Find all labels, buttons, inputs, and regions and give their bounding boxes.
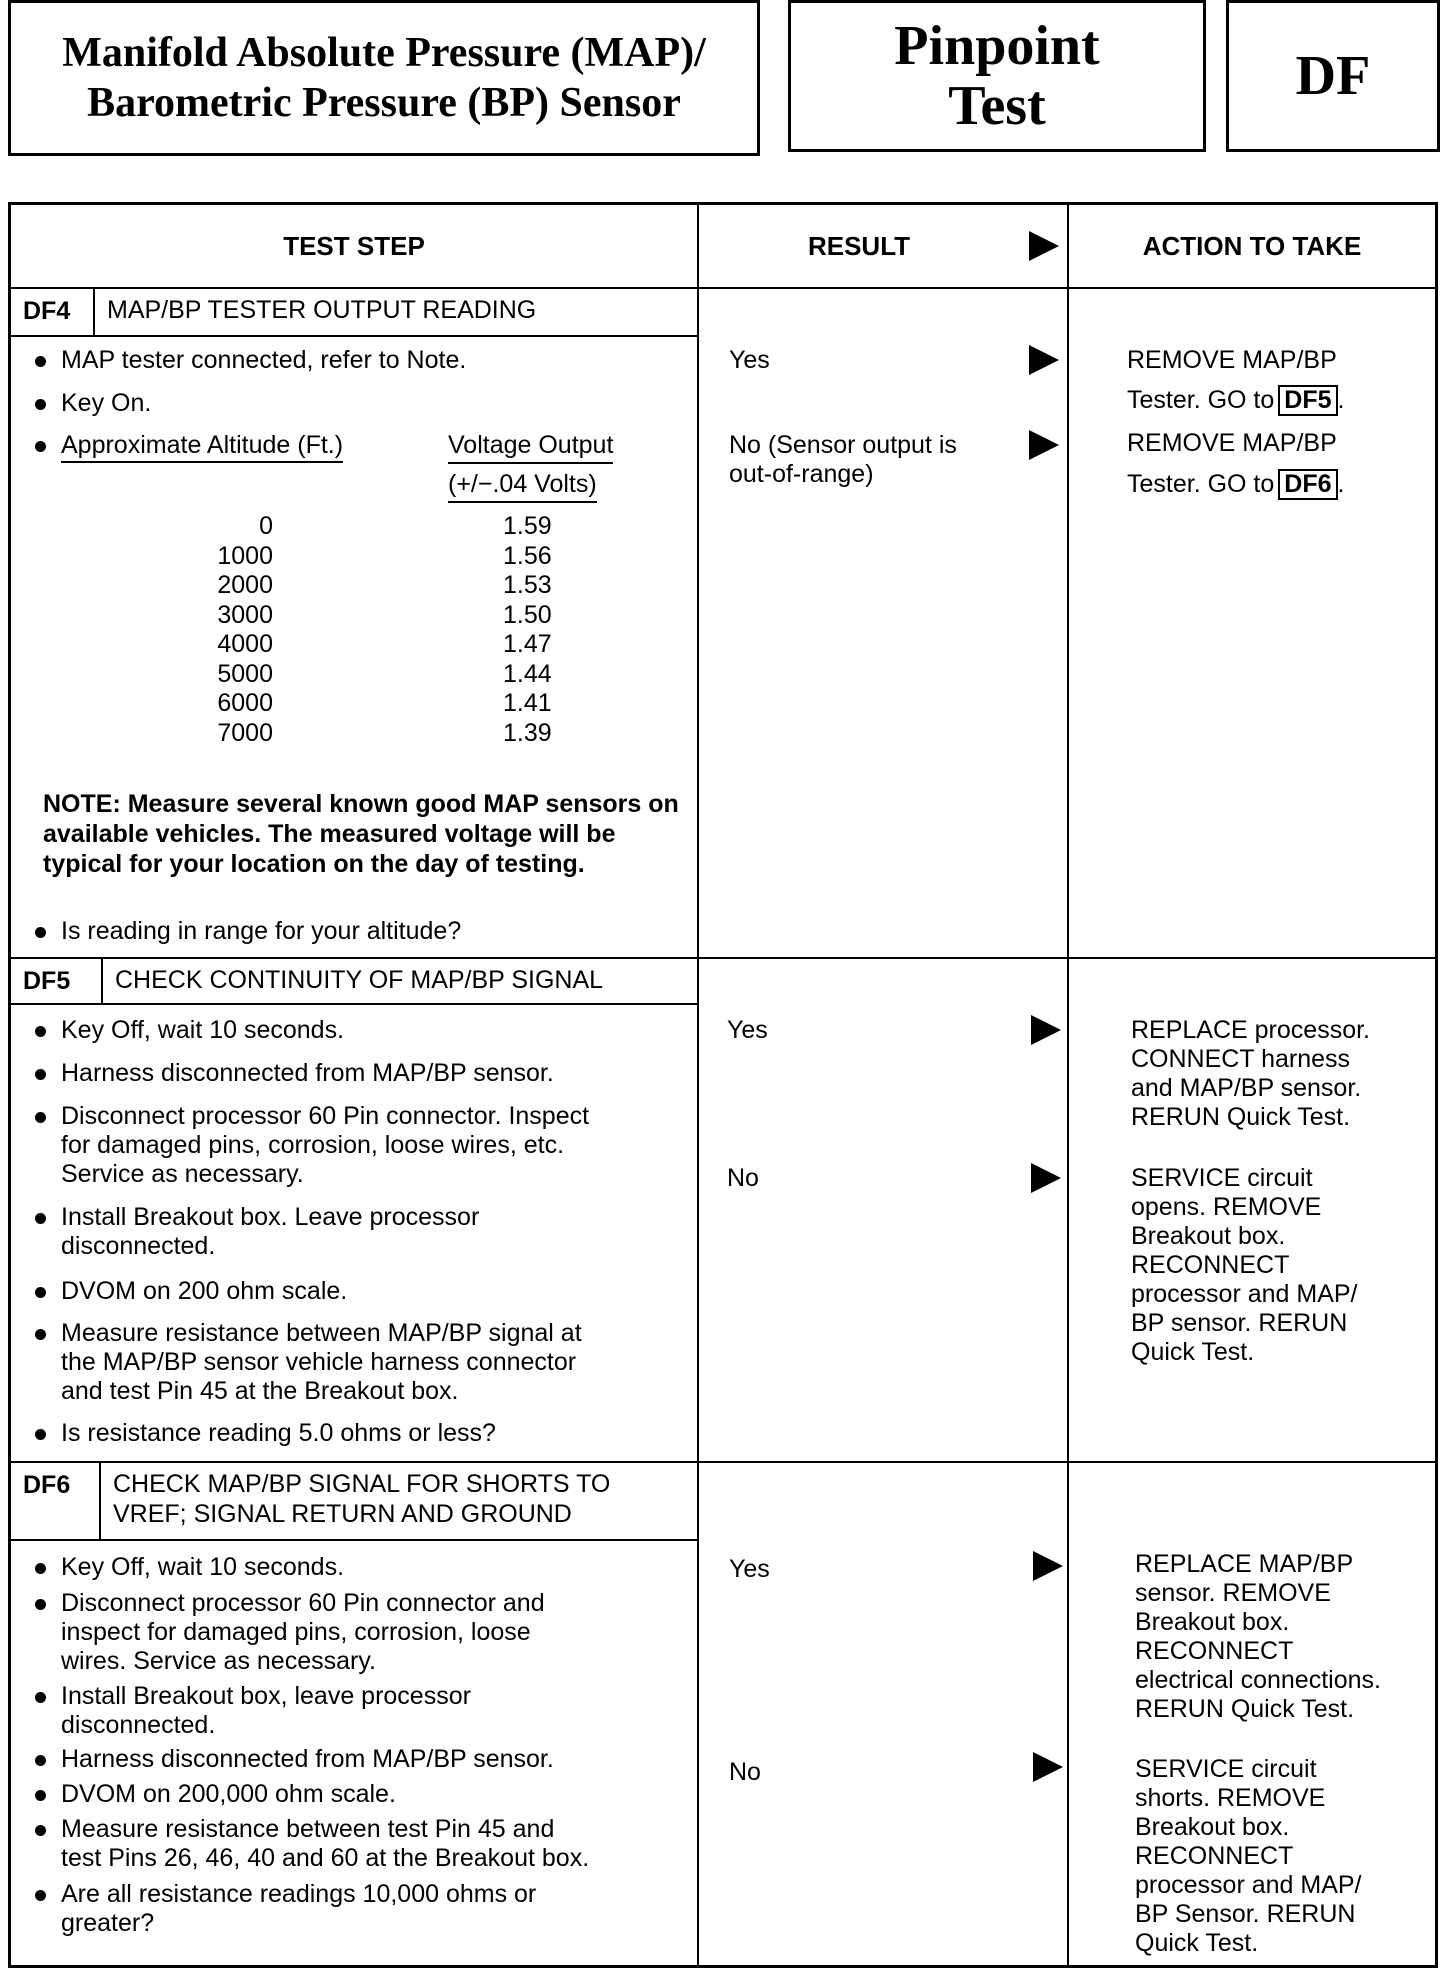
step-id: DF4 [11,289,95,335]
bullet-line: Service as necessary. [61,1160,304,1188]
result-no-line1: No (Sensor output is [729,431,957,459]
step-header-df6 [11,1463,699,1541]
step-question [33,1880,536,1938]
voltage-value: 1.50 [503,600,552,629]
column-header-action: ACTION TO TAKE [1142,230,1362,261]
result-no: No [727,1164,759,1192]
column-divider [1067,205,1069,1965]
voltage-value: 1.56 [503,541,552,570]
action-no [1135,1755,1362,1958]
bullet-line: Measure resistance between MAP/BP signal at [61,1319,582,1347]
bullet-line: wires. Service as necessary. [61,1647,376,1675]
arrow-right-icon [1031,1015,1061,1045]
action-text: Tester. GO to [1127,386,1275,414]
test-id-box [1226,0,1440,152]
voltage-tolerance: (+/−.04 Volts) [448,470,597,503]
step-bullet: Key Off, wait 10 seconds. [33,1553,344,1582]
action-line: shorts. REMOVE [1135,1784,1326,1812]
voltage-value: 1.59 [503,512,552,540]
altitude-value: 1000 [217,541,273,570]
bullet-line: the MAP/BP sensor vehicle harness connector [61,1348,577,1376]
bullet-line: inspect for damaged pins, corrosion, loose [61,1618,531,1646]
altitude-value: 2000 [217,571,273,599]
result-yes: Yes [727,1016,768,1044]
step-bullet [33,1319,582,1406]
column-divider [697,205,699,1965]
voltage-value: 1.53 [503,571,552,599]
test-label: Test [948,75,1046,137]
altitude-value: 0 [259,512,273,540]
altitude-value: 5000 [217,659,273,688]
step-bullet: Harness disconnected from MAP/BP sensor. [33,1745,554,1774]
sensor-title-line1: Manifold Absolute Pressure (MAP)/ [62,30,706,76]
action-line: Breakout box. [1135,1608,1290,1636]
altitude-value: 6000 [217,689,273,717]
action-line: REPLACE processor. [1131,1016,1370,1044]
action-line: and MAP/BP sensor. [1131,1074,1362,1102]
voltage-value: 1.39 [503,718,552,747]
action-line: SERVICE circuit [1135,1755,1317,1783]
action-text: Tester. GO to [1127,470,1275,498]
bullet-line: greater? [61,1909,155,1937]
action-line: CONNECT harness [1131,1045,1351,1073]
action-line: REPLACE MAP/BP [1135,1550,1354,1578]
action-goto-line [1127,385,1344,416]
arrow-right-icon [1033,1752,1063,1782]
step-header-df5 [11,959,699,1005]
bullet-line: disconnected. [61,1232,216,1260]
step-title: MAP/BP TESTER OUTPUT READING [107,296,537,324]
step-bullet: Harness disconnected from MAP/BP sensor. [33,1059,554,1088]
step-header-df4 [11,289,699,337]
action-yes [1135,1550,1381,1724]
arrow-right-icon [1033,1551,1063,1581]
step-bullet: DVOM on 200,000 ohm scale. [33,1780,396,1809]
action-line: Breakout box. [1131,1222,1286,1250]
action-line: BP Sensor. RERUN [1135,1900,1356,1928]
action-line: RECONNECT [1135,1637,1294,1665]
action-line: Quick Test. [1131,1338,1255,1366]
action-line: RERUN Quick Test. [1131,1103,1351,1131]
pinpoint-test-box [788,0,1206,152]
action-line: REMOVE MAP/BP [1127,346,1337,374]
sensor-title-line2: Barometric Pressure (BP) Sensor [87,80,681,126]
bullet-line: for damaged pins, corrosion, loose wires, etc. [61,1131,565,1159]
action-line: Breakout box. [1135,1813,1290,1841]
bullet-line: Measure resistance between test Pin 45 and [61,1815,555,1843]
step-title: CHECK CONTINUITY OF MAP/BP SIGNAL [115,966,604,994]
action-line: processor and MAP/ [1131,1280,1358,1308]
step-title [101,1463,620,1539]
step-title-line: CHECK MAP/BP SIGNAL FOR SHORTS TO [113,1470,611,1498]
altitude-value: 7000 [217,718,273,747]
column-header-result: RESULT [807,230,911,261]
note-text: NOTE: Measure several known good MAP sensors on available vehicles. The measured voltage will be typical for your location on the day of testing. [43,790,679,878]
action-line: SERVICE circuit [1131,1164,1313,1192]
column-header-test-step: TEST STEP [283,230,425,261]
action-goto-line [1127,469,1344,500]
sensor-title-box [8,0,760,156]
action-line: sensor. REMOVE [1135,1579,1331,1607]
altitude-value: 3000 [217,600,273,629]
action-line: RECONNECT [1135,1842,1294,1870]
altitude-value: 4000 [217,630,273,658]
step-bullet [33,1589,545,1676]
result-no-line2: out-of-range) [729,460,874,488]
action-no [1131,1164,1358,1367]
arrow-right-icon [1029,430,1059,460]
test-table [8,202,1438,1968]
bullet-line: Are all resistance readings 10,000 ohms or [61,1880,537,1908]
result-no: No [729,1758,761,1786]
altitude-table-bullet [33,431,343,460]
action-line: processor and MAP/ [1135,1871,1362,1899]
action-line: Quick Test. [1135,1929,1259,1957]
bullet-line: Install Breakout box. Leave processor [61,1203,480,1231]
voltage-value: 1.47 [503,630,552,658]
period: . [1337,470,1345,498]
step-bullet: Key Off, wait 10 seconds. [33,1016,344,1045]
altitude-header: Approximate Altitude (Ft.) [61,431,343,463]
action-line: RECONNECT [1131,1251,1290,1279]
action-line: electrical connections. [1135,1666,1381,1694]
bullet-line: disconnected. [61,1711,216,1739]
step-title-line: VREF; SIGNAL RETURN AND GROUND [113,1500,572,1528]
bullet-line: Install Breakout box, leave processor [61,1682,471,1710]
action-line: REMOVE MAP/BP [1127,429,1337,457]
result-yes: Yes [729,346,770,374]
action-line: opens. REMOVE [1131,1193,1322,1221]
arrow-right-icon [1029,345,1059,375]
period: . [1337,386,1345,414]
bullet-line: and test Pin 45 at the Breakout box. [61,1377,459,1405]
voltage-value: 1.44 [503,659,552,688]
arrow-right-icon [1029,231,1059,261]
step-id: DF6 [11,1463,101,1539]
bullet-line: Disconnect processor 60 Pin connector. Inspect [61,1102,590,1130]
arrow-right-icon [1031,1163,1061,1193]
step-question: Is resistance reading 5.0 ohms or less? [33,1419,496,1448]
step-bullet [33,1815,589,1873]
step-bullet: Key On. [33,389,151,418]
voltage-header: Voltage Output [448,431,613,464]
step-bullet: DVOM on 200 ohm scale. [33,1277,347,1306]
result-yes: Yes [729,1555,770,1583]
bullet-line: test Pins 26, 46, 40 and 60 at the Breakout box. [61,1844,590,1872]
action-line: RERUN Quick Test. [1135,1695,1355,1723]
step-bullet [33,1102,589,1189]
step-question: Is reading in range for your altitude? [33,917,461,946]
step-id: DF5 [11,959,103,1003]
action-line: BP sensor. RERUN [1131,1309,1348,1337]
goto-df5-link[interactable]: DF5 [1278,385,1337,416]
bullet-line: Disconnect processor 60 Pin connector and [61,1589,545,1617]
step-bullet [33,1682,471,1740]
action-yes [1131,1016,1370,1132]
goto-df6-link[interactable]: DF6 [1278,469,1337,500]
step-bullet: MAP tester connected, refer to Note. [33,346,466,375]
voltage-value: 1.41 [503,689,552,717]
test-id: DF [1295,45,1371,107]
step-bullet [33,1203,479,1261]
pinpoint-label: Pinpoint [894,15,1100,77]
